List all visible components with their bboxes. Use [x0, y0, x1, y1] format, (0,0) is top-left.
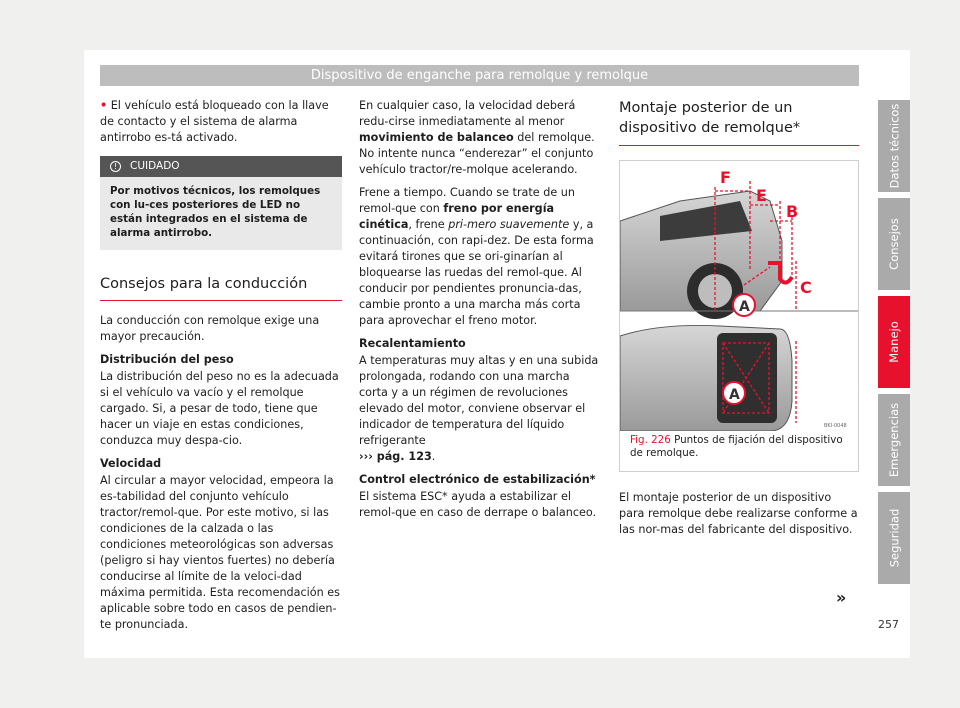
caution-text: Por motivos técnicos, los remolques con lu-ces posteriores de LED no están integrados en el sistema de alarma antirrobo.	[110, 185, 321, 239]
label-B: B	[786, 202, 799, 221]
continue-arrow-icon: »	[836, 588, 847, 607]
overheat-heading: Recalentamiento	[359, 337, 466, 350]
label-A-top: A	[739, 299, 750, 315]
section-title-conduccion: Consejos para la conducción	[100, 274, 342, 301]
label-C: C	[800, 278, 812, 297]
tab-datos-tecnicos[interactable]: Datos técnicos	[878, 100, 910, 192]
page-number: 257	[878, 618, 899, 631]
weight-text: La distribución del peso no es la adecuada si el vehículo va vacío y el remolque cargado. Si, a pesar de todo, tiene que hacer un viaje en estas condiciones, conduzca muy despa-cio.	[100, 370, 339, 447]
bullet-icon: •	[100, 99, 108, 112]
speed-heading: Velocidad	[100, 457, 162, 470]
page-header: Dispositivo de enganche para remolque y remolque	[100, 65, 859, 86]
page-reference-link[interactable]: ››› pág. 123	[359, 450, 432, 463]
balance-paragraph: En cualquier caso, la velocidad deberá redu-cirse inmediatamente al menor movimiento de balanceo del remolque. No intente nunca “enderezar” el conjunto vehículo tractor/re-molque acelerando.	[359, 99, 595, 176]
caution-label: CUIDADO	[130, 160, 180, 172]
label-F: F	[720, 168, 731, 187]
esc-heading: Control electrónico de estabilización*	[359, 473, 596, 486]
intro-text: La conducción con remolque exige una mayor precaución.	[100, 314, 320, 343]
tab-emergencias[interactable]: Emergencias	[878, 394, 910, 486]
column-3	[619, 98, 859, 545]
label-A-bottom: A	[729, 387, 740, 403]
bullet-paragraph: • El vehículo está bloqueado con la llave de contacto y el sistema de alarma antirrobo es-tá activado.	[100, 99, 329, 144]
esc-text: El sistema ESC* ayuda a estabilizar el remol-que en caso de derrape o balanceo.	[359, 490, 597, 519]
tab-seguridad[interactable]: Seguridad	[878, 492, 910, 584]
figure-caption: Fig. 226 Puntos de fijación del dispositivo de remolque.	[630, 434, 843, 459]
column-1	[100, 98, 342, 640]
speed-text: Al circular a mayor velocidad, empeora la es-tabilidad del conjunto vehículo tractor/remol-que. Por este motivo, si las condiciones de la calzada o las condiciones meteorológicas son adversas (peligro si hay vientos fuertes) no debería conducirse al límite de la veloci-dad máxima permitida. Esta recomendación es aplicable sobre todo en casos de pendien-te pronunciada.	[100, 474, 340, 631]
tow-hitch-illustration	[620, 161, 858, 431]
weight-heading: Distribución del peso	[100, 353, 234, 366]
column-2	[359, 98, 601, 528]
warning-icon: !	[110, 161, 121, 172]
overheat-text: A temperaturas muy altas y en una subida prolongada, rodando con una marcha corta y a un régimen de revoluciones elevado del motor, conviene observar el indicador de temperatura del líquido refrigerante ››› pág. 123.	[359, 354, 599, 463]
tab-manejo[interactable]: Manejo	[878, 296, 910, 388]
figure-code: BKI-0048	[824, 423, 847, 429]
mounting-text: El montaje posterior de un dispositivo para remolque debe realizarse conforme a las nor-mas del fabricante del dispositivo.	[619, 491, 858, 536]
section-title-montaje: Montaje posterior de un dispositivo de remolque*	[619, 98, 859, 146]
figure-226	[619, 160, 859, 472]
brake-paragraph: Frene a tiempo. Cuando se trate de un remol-que con freno por energía cinética, frene pri-mero suavemente y, a continuación, con rapi-dez. De esta forma evitará tirones que se ori-ginarían al bloquearse las ruedas del remol-que. Al conducir por pendientes pronuncia-das, cambie pronto a una marcha más corta para aprovechar el freno motor.	[359, 186, 594, 327]
caution-box	[100, 156, 342, 250]
tab-consejos[interactable]: Consejos	[878, 198, 910, 290]
label-E: E	[756, 186, 767, 205]
caution-header	[100, 156, 342, 177]
